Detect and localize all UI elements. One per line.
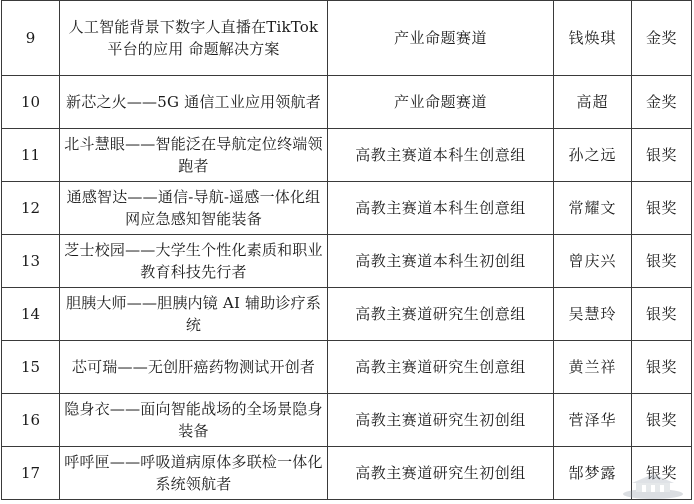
- award-level: 银奖: [632, 235, 692, 288]
- table-row: [2, 394, 692, 447]
- competition-track: 高教主赛道研究生创意组: [328, 288, 554, 341]
- row-number: 15: [2, 341, 60, 394]
- team-leader: 郜梦露: [554, 447, 632, 500]
- row-number: 10: [2, 76, 60, 129]
- competition-track: 高教主赛道研究生初创组: [328, 447, 554, 500]
- row-number: 11: [2, 129, 60, 182]
- project-title: 隐身衣——面向智能战场的全场景隐身装备: [60, 394, 328, 447]
- award-results-table: [1, 0, 692, 500]
- project-title: 芯可瑞——无创肝癌药物测试开创者: [60, 341, 328, 394]
- project-title: 通感智达——通信-导航-遥感一体化组网应急感知智能装备: [60, 182, 328, 235]
- row-number: 13: [2, 235, 60, 288]
- project-title: 新芯之火——5G 通信工业应用领航者: [60, 76, 328, 129]
- project-title: 人工智能背景下数字人直播在TikTok 平台的应用 命题解决方案: [60, 1, 328, 76]
- competition-track: 高教主赛道本科生创意组: [328, 129, 554, 182]
- results-table-wrapper: [1, 0, 692, 500]
- award-level: 银奖: [632, 394, 692, 447]
- award-level: 银奖: [632, 182, 692, 235]
- team-leader: 吴慧玲: [554, 288, 632, 341]
- table-row: [2, 288, 692, 341]
- project-title: 北斗慧眼——智能泛在导航定位终端领跑者: [60, 129, 328, 182]
- row-number: 9: [2, 1, 60, 76]
- table-row: [2, 341, 692, 394]
- award-level: 金奖: [632, 76, 692, 129]
- row-number: 16: [2, 394, 60, 447]
- project-title: 胆胰大师——胆胰内镜 AI 辅助诊疗系统: [60, 288, 328, 341]
- team-leader: 黄兰祥: [554, 341, 632, 394]
- award-level: 银奖: [632, 341, 692, 394]
- competition-track: 高教主赛道研究生初创组: [328, 394, 554, 447]
- table-row: [2, 235, 692, 288]
- project-title: 呼呼匣——呼吸道病原体多联检一体化系统领航者: [60, 447, 328, 500]
- row-number: 12: [2, 182, 60, 235]
- team-leader: 菅泽华: [554, 394, 632, 447]
- award-level: 金奖: [632, 1, 692, 76]
- table-row: [2, 1, 692, 76]
- award-level: 银奖: [632, 288, 692, 341]
- team-leader: 钱焕琪: [554, 1, 632, 76]
- project-title: 芝士校园——大学生个性化素质和职业教育科技先行者: [60, 235, 328, 288]
- team-leader: 曾庆兴: [554, 235, 632, 288]
- award-level: 银奖: [632, 129, 692, 182]
- table-body: [2, 1, 692, 500]
- competition-track: 高教主赛道研究生创意组: [328, 341, 554, 394]
- table-row: [2, 182, 692, 235]
- row-number: 17: [2, 447, 60, 500]
- team-leader: 常耀文: [554, 182, 632, 235]
- watermark-logo-icon: [618, 472, 688, 500]
- competition-track: 高教主赛道本科生创意组: [328, 182, 554, 235]
- row-number: 14: [2, 288, 60, 341]
- team-leader: 孙之远: [554, 129, 632, 182]
- table-row: [2, 76, 692, 129]
- table-row: [2, 129, 692, 182]
- competition-track: 高教主赛道本科生初创组: [328, 235, 554, 288]
- award-level: 银奖: [632, 447, 692, 500]
- table-row: [2, 447, 692, 500]
- competition-track: 产业命题赛道: [328, 1, 554, 76]
- team-leader: 高超: [554, 76, 632, 129]
- competition-track: 产业命题赛道: [328, 76, 554, 129]
